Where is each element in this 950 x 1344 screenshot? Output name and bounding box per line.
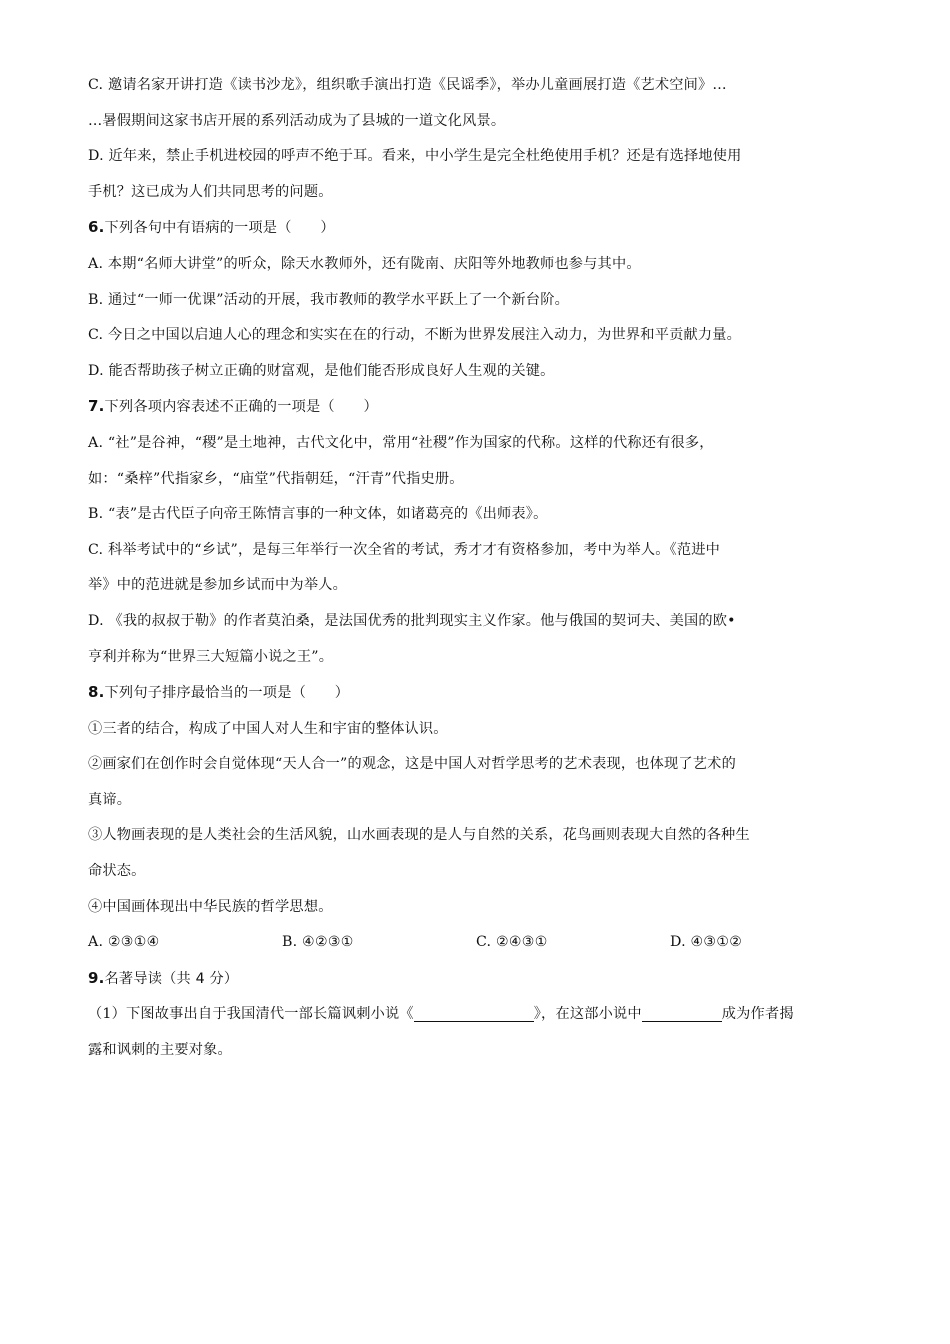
q8-option-a: A. ②③①④ (88, 934, 160, 951)
q6-option-b: B. 通过“一师一优课”活动的开展，我市教师的教学水平跃上了一个新台阶。 (88, 291, 569, 308)
q6-option-c: C. 今日之中国以启迪人心的理念和实实在在的行动，不断为世界发展注入动力，为世界和平贡献力量。 (88, 327, 742, 344)
q8-sentence-3-line2: 命状态。 (88, 863, 146, 880)
exam-page (88, 68, 878, 1069)
q5-option-c-line1: C. 邀请名家开讲打造《读书沙龙》，组织歌手演出打造《民谣季》，举办儿童画展打造《艺术空间》… (88, 77, 727, 93)
q7-option-c-line2: 举》中的范进就是参加乡试而中为举人。 (88, 577, 347, 594)
q7-option-a-line1: A. “社”是谷神，“稷”是土地神，古代文化中，常用“社稷”作为国家的代称。这样的代称还有很多， (88, 434, 714, 451)
novel-title-blank[interactable] (414, 1003, 534, 1022)
q7-option-d-line2: 亨利并称为“世界三大短篇小说之王”。 (88, 648, 334, 665)
q9-stem (88, 961, 878, 998)
q7-option-a-line2: 如：“桑梓”代指家乡，“庙堂”代指朝廷，“汗青”代指史册。 (88, 470, 464, 487)
q9-part1-text-a: （1）下图故事出自于我国清代一部长篇讽刺小说《 (88, 1006, 414, 1023)
q8-option-c: C. ②④③① (476, 934, 548, 951)
q7-option-b: B. “表”是古代臣子向帝王陈情言事的一种文体，如诸葛亮的《出师表》。 (88, 506, 548, 523)
q8-option-b: B. ④②③① (282, 934, 354, 951)
q8-number: 8. (88, 683, 105, 702)
q6-option-a: A. 本期“名师大讲堂”的听众，除天水教师外，还有陇南、庆阳等外地教师也参与其中。 (88, 255, 641, 272)
q5-option-d-line1: D. 近年来，禁止手机进校园的呼声不绝于耳。看来，中小学生是完全杜绝使用手机？还是有选择地使用 (88, 148, 742, 165)
q8-stem-text: 下列句子排序最恰当的一项是（ ） (104, 685, 350, 702)
q9-part1-line2: 露和讽刺的主要对象。 (88, 1042, 232, 1059)
q7-stem (88, 389, 878, 426)
satire-target-blank[interactable] (642, 1003, 722, 1022)
q9-part1-text-b: 》，在这部小说中 (533, 1006, 642, 1023)
q8-sentence-4: ④中国画体现出中华民族的哲学思想。 (88, 898, 333, 915)
q6-number: 6. (88, 218, 105, 237)
q9-part1-line1 (88, 997, 878, 1033)
q8-sentence-2-line2: 真谛。 (88, 791, 132, 808)
q6-stem (88, 210, 878, 247)
q9-part1-text-c: 成为作者揭 (721, 1006, 794, 1023)
q5-option-c-line2: …暑假期间这家书店开展的系列活动成为了县城的一道文化风景。 (88, 112, 506, 129)
q8-stem (88, 675, 878, 712)
q9-stem-text: 名著导读（共 4 分） (104, 970, 239, 987)
q8-options (88, 925, 878, 961)
q9-number: 9. (88, 968, 105, 987)
q6-option-d: D. 能否帮助孩子树立正确的财富观，是他们能否形成良好人生观的关键。 (88, 362, 555, 379)
q8-sentence-3-line1: ③人物画表现的是人类社会的生活风貌，山水画表现的是人与自然的关系，花鸟画则表现大自然的各种生 (88, 827, 750, 844)
q8-sentence-1: ①三者的结合，构成了中国人对人生和宇宙的整体认识。 (88, 720, 448, 737)
q5-option-d-line2: 手机？这已成为人们共同思考的问题。 (88, 183, 333, 200)
q7-stem-text: 下列各项内容表述不正确的一项是（ ） (104, 399, 378, 416)
q7-option-c-line1: C. 科举考试中的“乡试”，是每三年举行一次全省的考试，秀才才有资格参加，考中为举人。《范进中 (88, 541, 721, 558)
q6-stem-text: 下列各句中有语病的一项是（ ） (104, 220, 335, 237)
q7-number: 7. (88, 397, 105, 416)
q8-sentence-2-line1: ②画家们在创作时会自觉体现“天人合一”的观念，这是中国人对哲学思考的艺术表现，也体现了艺术的 (88, 756, 736, 773)
q7-option-d-line1: D. 《我的叔叔于勒》的作者莫泊桑，是法国优秀的批判现实主义作家。他与俄国的契诃夫、美国的欧• (88, 612, 736, 629)
q8-option-d: D. ④③①② (670, 934, 743, 951)
